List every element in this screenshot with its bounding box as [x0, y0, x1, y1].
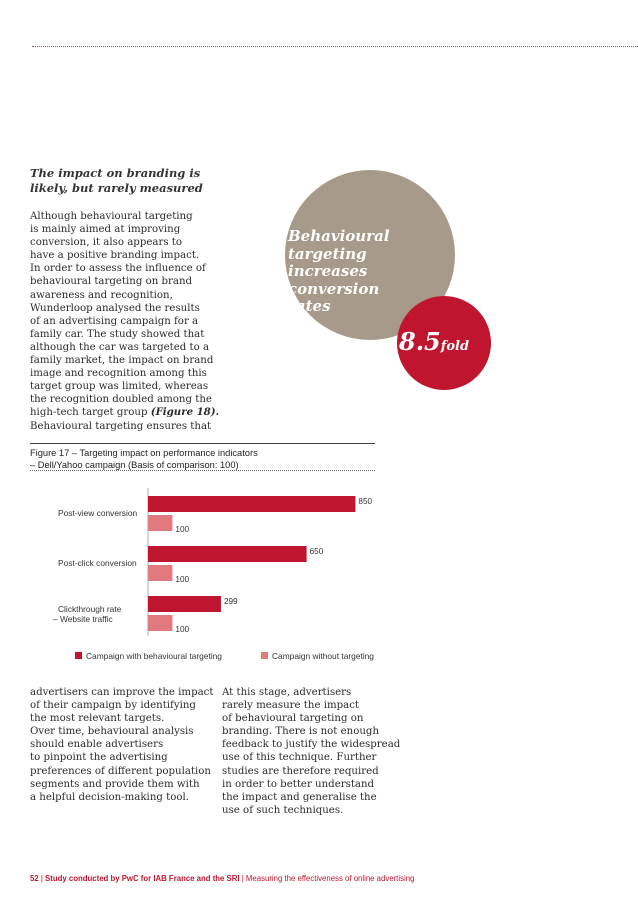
body-column-2 — [30, 686, 230, 804]
text-line: of behavioural targeting on — [222, 713, 364, 725]
legend-swatch — [261, 652, 268, 659]
text-line: of their campaign by identifying — [30, 700, 196, 712]
text-line: advertisers can improve the impact — [30, 687, 214, 698]
text-line — [30, 406, 230, 419]
footer-separator: | — [239, 874, 246, 883]
text-line-part: high-tech target group — [30, 407, 148, 419]
category-label: – Website traffic — [53, 614, 113, 624]
bar-value-label: 100 — [175, 575, 190, 584]
footer-separator: | — [38, 874, 46, 883]
figure-bottom-rule — [30, 470, 375, 471]
category-label: Post-view conversion — [58, 508, 138, 518]
figure-reference: (Figure 18). — [150, 406, 220, 419]
footer-study: Study conducted by PwC for IAB France and the SRI — [45, 874, 240, 883]
stat-value — [399, 327, 469, 356]
bar-targeted — [148, 596, 221, 612]
bar-value-label: 299 — [223, 597, 238, 606]
text-line: the impact and generalise the — [222, 791, 377, 803]
bar-targeted — [148, 546, 307, 562]
category-label: Post-click conversion — [58, 558, 137, 568]
body-column-3 — [222, 686, 422, 817]
callout-line: targeting — [288, 244, 367, 263]
text-line: although the car was targeted to a — [30, 341, 210, 353]
bar-untargeted — [148, 565, 172, 581]
stat-number: 8.5 — [399, 327, 441, 356]
bar-value-label: 650 — [309, 547, 324, 556]
figure-top-rule — [30, 443, 375, 444]
text-line: use of such techniques. — [222, 804, 344, 816]
legend-item-targeted — [75, 651, 222, 661]
text-line: is mainly aimed at improving — [30, 224, 181, 236]
text-line: Over time, behavioural analysis — [30, 726, 194, 738]
stat-unit: fold — [440, 339, 470, 354]
page-footer — [30, 874, 414, 883]
text-line: family car. The study showed that — [30, 328, 205, 340]
section-heading — [30, 166, 230, 196]
text-line: target group was limited, whereas — [30, 381, 209, 393]
text-line: In order to assess the influence of — [30, 263, 206, 275]
caption-line: Figure 17 – Targeting impact on performance indicators — [30, 448, 258, 458]
chart-svg — [0, 480, 400, 645]
callout-line: Behavioural — [288, 227, 390, 245]
legend-swatch — [75, 652, 82, 659]
text-line: to pinpoint the advertising — [30, 752, 168, 764]
caption-line: – Dell/Yahoo campaign (Basis of comparison: 100) — [30, 460, 239, 470]
callout-text — [288, 228, 390, 316]
legend-label: Campaign with behavioural targeting — [86, 651, 222, 661]
text-line: Behavioural targeting ensures that — [30, 420, 212, 432]
legend-label: Campaign without targeting — [272, 651, 374, 661]
bar-targeted — [148, 496, 355, 512]
text-line: behavioural targeting on brand — [30, 276, 193, 288]
page-number: 52 — [30, 874, 39, 883]
legend-item-untargeted — [261, 651, 374, 661]
callout-line: conversion — [288, 279, 380, 298]
text-line: the most relevant targets. — [30, 713, 165, 725]
text-line: of an advertising campaign for a — [30, 315, 199, 327]
category-label: Clickthrough rate — [58, 604, 122, 614]
text-line: studies are therefore required — [222, 765, 379, 777]
text-line: in order to better understand — [222, 778, 375, 790]
heading-line: The impact on branding is — [30, 166, 201, 180]
figure-caption — [30, 447, 258, 471]
text-line: should enable advertisers — [30, 739, 164, 751]
text-line: image and recognition among this — [30, 368, 207, 380]
bar-value-label: 100 — [175, 525, 190, 534]
text-line: use of this technique. Further — [222, 752, 377, 764]
footer-title: Measuring the effectiveness of online advertising — [245, 874, 415, 883]
bar-value-label: 850 — [358, 497, 373, 506]
bar-chart — [0, 480, 400, 649]
text-line: preferences of different population — [30, 765, 211, 777]
text-line: segments and provide them with — [30, 778, 200, 790]
text-line: rarely measure the impact — [222, 700, 360, 712]
text-line: the recognition doubled among the — [30, 394, 212, 406]
callout-line: increases — [288, 262, 368, 280]
top-dotted-rule — [32, 46, 638, 47]
text-line: Although behavioural targeting — [30, 211, 193, 222]
text-line: a helpful decision-making tool. — [30, 791, 189, 803]
text-line: conversion, it also appears to — [30, 237, 183, 249]
bar-untargeted — [148, 615, 172, 631]
bar-value-label: 100 — [175, 625, 190, 634]
text-line: feedback to justify the widespread — [222, 739, 401, 751]
bar-untargeted — [148, 515, 172, 531]
text-line: have a positive branding impact. — [30, 250, 200, 262]
text-line: branding. There is not enough — [222, 726, 380, 738]
body-column-1 — [30, 210, 230, 433]
callout-line: rates — [288, 297, 331, 315]
heading-line: likely, but rarely measured — [30, 181, 203, 195]
text-line: Wunderloop analysed the results — [30, 302, 200, 314]
text-line: family market, the impact on brand — [30, 355, 214, 367]
text-line: At this stage, advertisers — [222, 687, 352, 698]
text-line: awareness and recognition, — [30, 289, 173, 301]
